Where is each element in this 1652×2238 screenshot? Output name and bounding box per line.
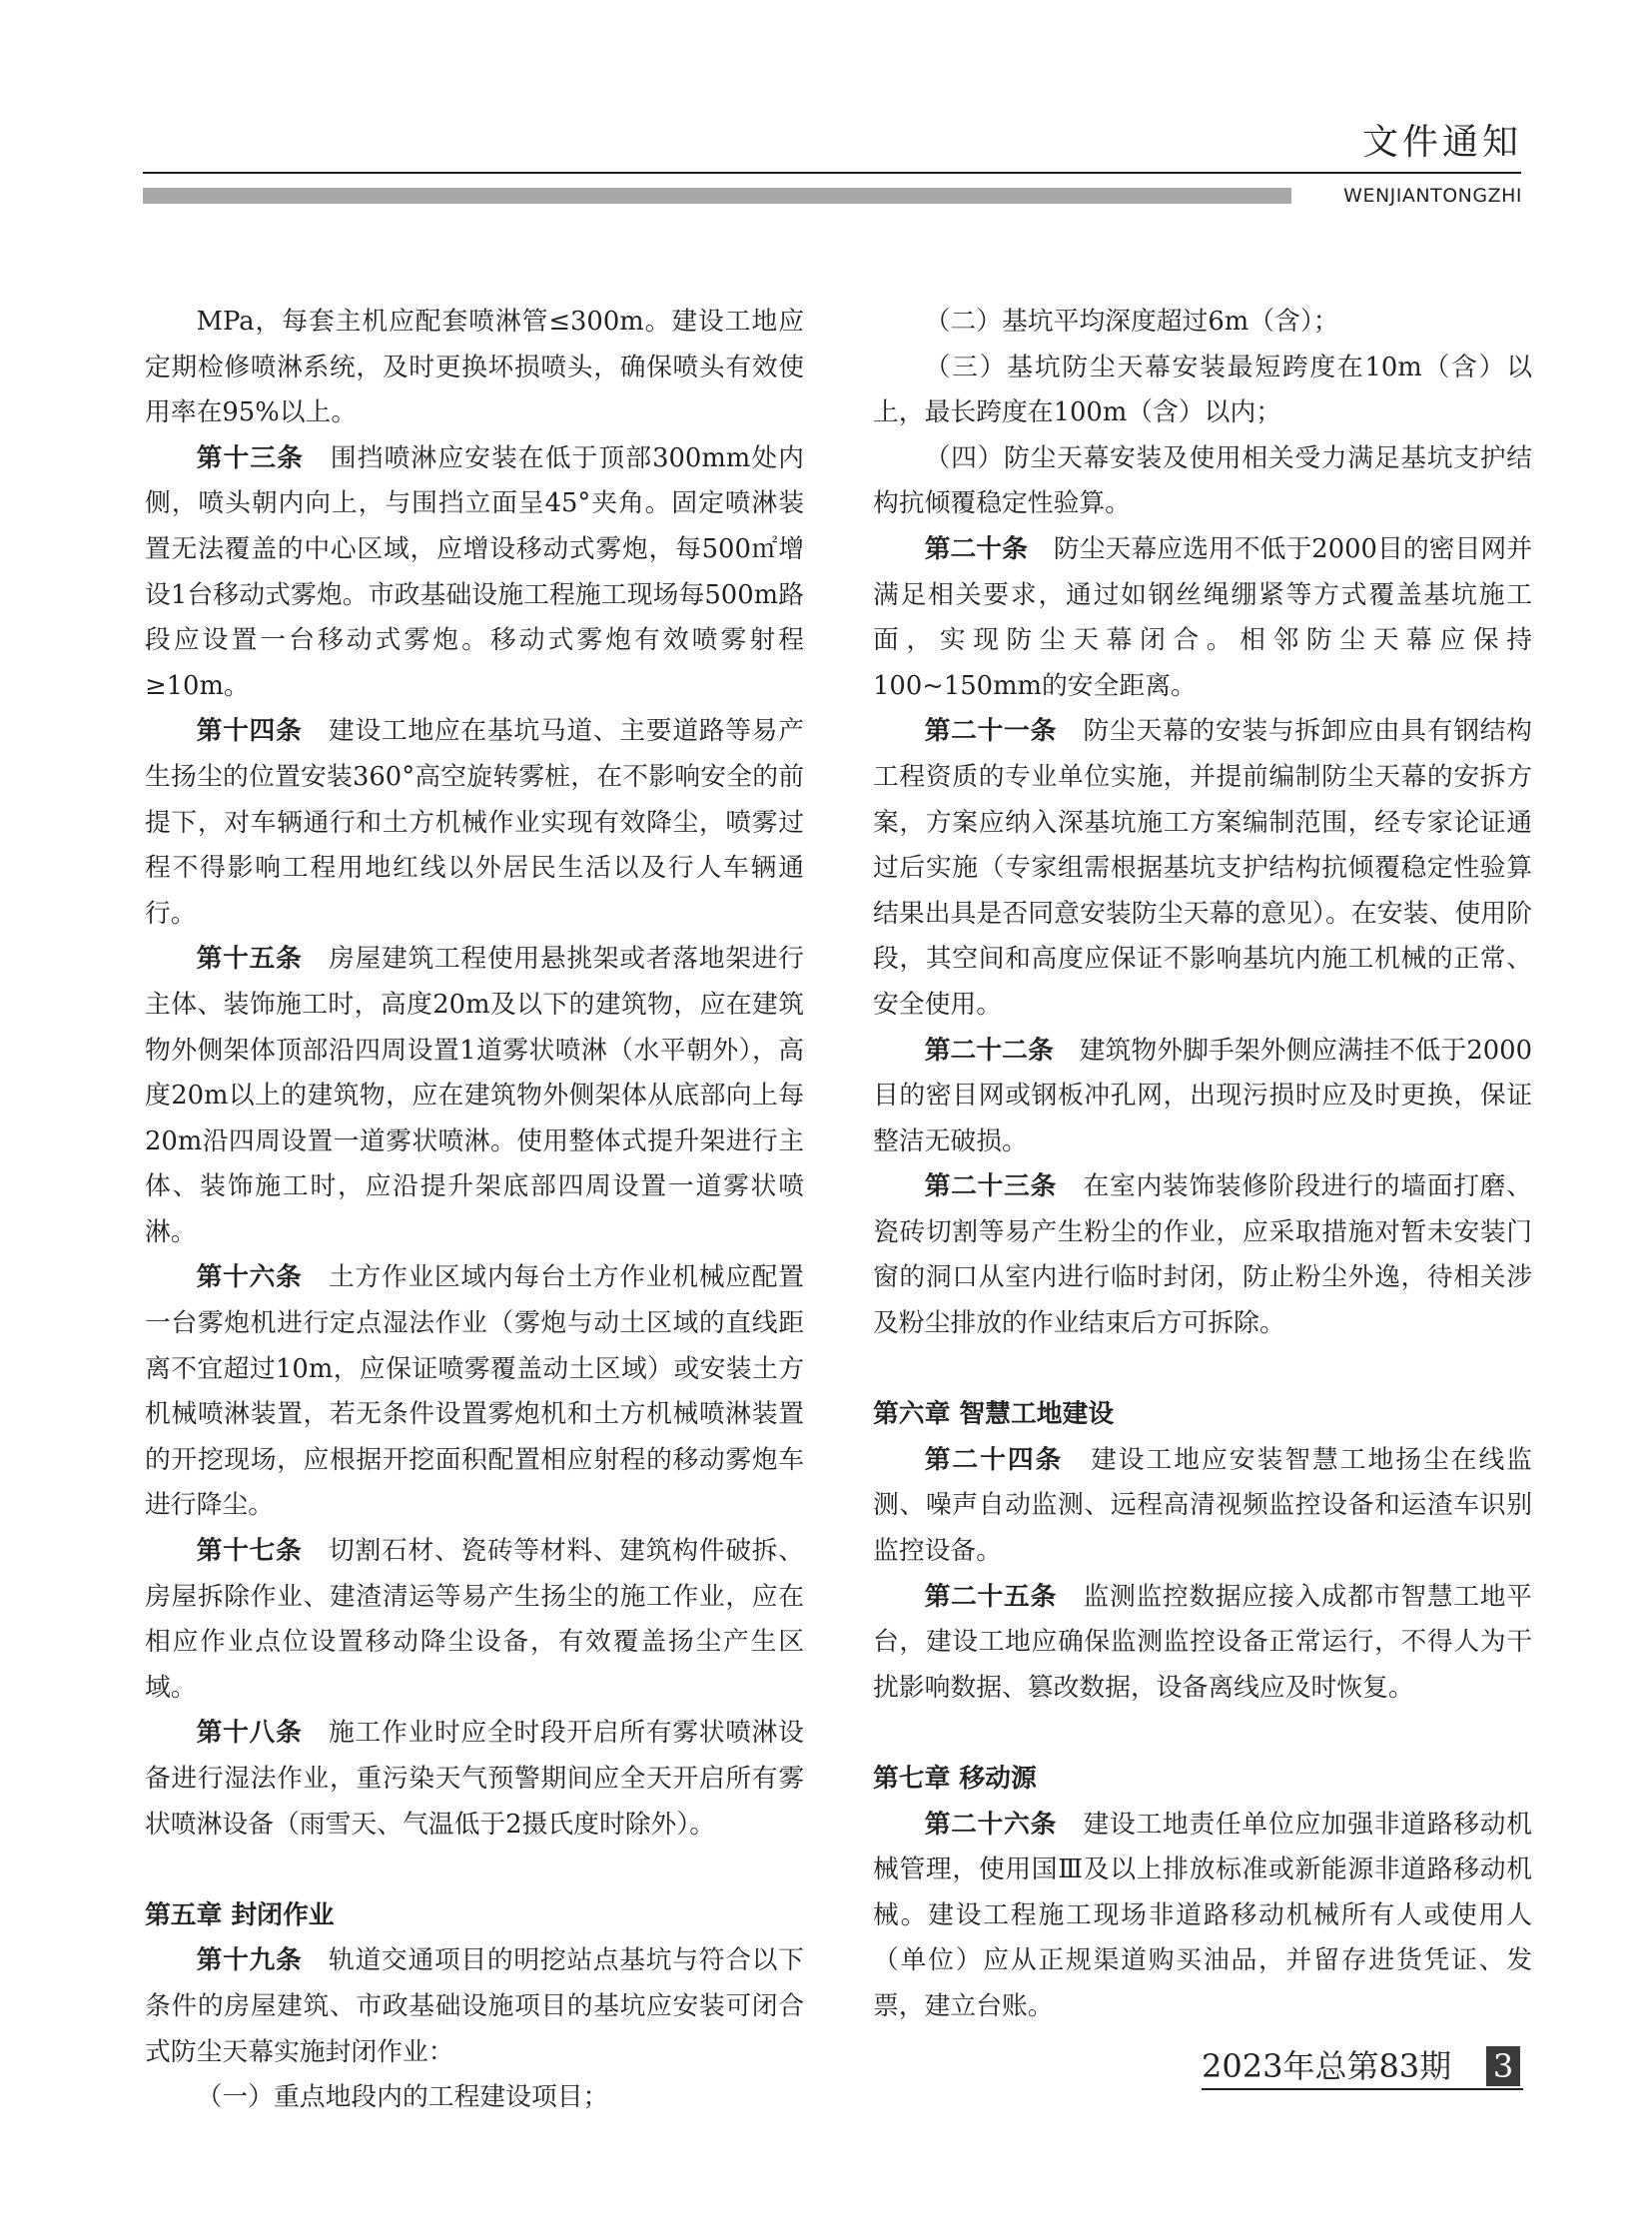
article-label: 第十九条 [196,1945,303,1976]
article-text: 在室内装饰装修阶段进行的墙面打磨、瓷砖切割等易产生粉尘的作业，应采取措施对暂未安装门窗的洞口从室内进行临时封闭，防止粉尘外逸，待相关涉及粉尘排放的作业结束后方可拆除。 [873,1171,1532,1339]
article-paragraph [873,709,1532,1028]
article-label: 第二十一条 [924,716,1057,747]
section-title: 文件通知 [1361,122,1522,163]
body-paragraph: （三）基坑防尘天幕安装最短跨度在10m（含）以上，最长跨度在100m（含）以内； [873,352,1532,428]
body-paragraph: MPa，每套主机应配套喷淋管≤300m。建设工地应定期检修喷淋系统，及时更换坏损喷头，确保喷头有效使用率在95%以上。 [145,307,804,428]
article-paragraph [873,1438,1532,1575]
article-paragraph [873,1029,1532,1165]
right-column [873,300,1532,2030]
issue-label: 2023年总第83期 [1202,2047,1452,2085]
chapter-heading: 第五章 封闭作业 [145,1899,335,1930]
article-text: 轨道交通项目的明挖站点基坑与符合以下条件的房屋建筑、市政基础设施项目的基坑应安装可闭合式防尘天幕实施封闭作业： [145,1945,804,2067]
article-text: 房屋建筑工程使用悬挑架或者落地架进行主体、装饰施工时，高度20m及以下的建筑物，应在建筑物外侧架体顶部沿四周设置1道雾状喷淋（水平朝外），高度20m以上的建筑物，应在建筑物外侧架体从底部向上每20m沿四周设置一道雾状喷淋。使用整体式提升架进行主体、装饰施工时，应沿提升架底部四周设置一道雾状喷淋。 [145,944,804,1247]
header-rule-thick [143,188,1291,204]
article-paragraph [873,1164,1532,1346]
article-text: 防尘天幕的安装与拆卸应由具有钢结构工程资质的专业单位实施，并提前编制防尘天幕的安拆方案，方案应纳入深基坑施工方案编制范围，经专家论证通过后实施（专家组需根据基坑支护结构抗倾覆稳定性验算结果出具是否同意安装防尘天幕的意见）。在安装、使用阶段，其空间和高度应保证不影响基坑内施工机械的正常、安全使用。 [873,716,1532,1020]
article-text: 建筑物外脚手架外侧应满挂不低于2000目的密目网或钢板冲孔网，出现污损时应及时更换，保证整洁无破损。 [873,1035,1532,1156]
article-text: 土方作业区域内每台土方作业机械应配置一台雾炮机进行定点湿法作业（雾炮与动土区域的直线距离不宜超过10m，应保证喷雾覆盖动土区域）或安装土方机械喷淋装置，若无条件设置雾炮机和土方机械喷淋装置的开挖现场，应根据开挖面积配置相应射程的移动雾炮车进行降尘。 [145,1262,804,1521]
article-label: 第十八条 [196,1718,303,1749]
article-paragraph [145,709,804,937]
article-text: 建设工地应安装智慧工地扬尘在线监测、噪声自动监测、远程高清视频监控设备和运渣车识别监控设备。 [873,1444,1532,1567]
article-label: 第十三条 [196,442,305,473]
article-label: 第二十二条 [924,1035,1054,1066]
footer-rule [1202,2088,1523,2090]
body-paragraph: （一）重点地段内的工程建设项目； [196,2082,609,2113]
article-paragraph [145,1711,804,1848]
chapter-heading: 第六章 智慧工地建设 [873,1399,1115,1430]
article-text: 施工作业时应全时段开启所有雾状喷淋设备进行湿法作业，重污染天气预警期间应全天开启所有雾状喷淋设备（雨雪天、气温低于2摄氏度时除外）。 [145,1718,804,1840]
section-gap [145,1848,804,1893]
article-paragraph [873,1803,1532,2030]
article-paragraph [145,937,804,1255]
article-label: 第二十条 [924,533,1028,564]
article-text: 切割石材、瓷砖等材料、建筑构件破拆、房屋拆除作业、建渣清运等易产生扬尘的施工作业，应在相应作业点位设置移动降尘设备，有效覆盖扬尘产生区域。 [145,1536,804,1703]
article-text: 建设工地责任单位应加强非道路移动机械管理，使用国Ⅲ及以上排放标准或新能源非道路移动机械。建设工程施工现场非道路移动机械所有人或使用人（单位）应从正规渠道购买油品，并留存进货凭证、发票，建立台账。 [873,1809,1532,2021]
article-text: 监测监控数据应接入成都市智慧工地平台，建设工地应确保监测监控设备正常运行，不得人为干扰影响数据、篡改数据，设备离线应及时恢复。 [873,1581,1532,1703]
article-paragraph [145,1529,804,1711]
article-paragraph [145,1938,804,2075]
article-label: 第二十五条 [924,1581,1057,1612]
article-label: 第十六条 [196,1262,303,1293]
article-label: 第十四条 [196,716,303,747]
left-column [145,300,804,2121]
article-text: 围挡喷淋应安装在低于顶部300mm处内侧，喷头朝内向上，与围挡立面呈45°夹角。固定喷淋装置无法覆盖的中心区域，应增设移动式雾炮，每500㎡增设1台移动式雾炮。市政基础设施工程施工现场每500m路段应设置一台移动式雾炮。移动式雾炮有效喷雾射程≥10m。 [145,442,804,701]
article-paragraph [145,1255,804,1529]
section-gap [873,1711,1532,1757]
article-paragraph [873,1575,1532,1712]
section-subtitle: WENJIANTONGZHI [1343,185,1522,207]
article-label: 第十七条 [196,1536,303,1567]
body-paragraph: （四）防尘天幕安装及使用相关受力满足基坑支护结构抗倾覆稳定性验算。 [873,442,1532,519]
article-label: 第二十三条 [924,1171,1057,1202]
page-number: 3 [1486,2046,1520,2086]
header-rule-thin [143,172,1521,174]
section-gap [873,1347,1532,1393]
body-paragraph: （二）基坑平均深度超过6m（含）； [924,307,1339,337]
article-paragraph [873,527,1532,709]
article-text: 防尘天幕应选用不低于2000目的密目网并满足相关要求，通过如钢丝绳绷紧等方式覆盖基坑施工面，实现防尘天幕闭合。相邻防尘天幕应保持100~150mm的安全距离。 [873,533,1532,701]
article-label: 第二十六条 [924,1809,1057,1840]
article-text: 建设工地应在基坑马道、主要道路等易产生扬尘的位置安装360°高空旋转雾桩，在不影响安全的前提下，对车辆通行和土方机械作业实现有效降尘，喷雾过程不得影响工程用地红线以外居民生活以及行人车辆通行。 [145,716,804,929]
chapter-heading: 第七章 移动源 [873,1764,1037,1794]
article-label: 第二十四条 [924,1444,1064,1475]
article-paragraph [145,436,804,710]
article-label: 第十五条 [196,944,303,975]
